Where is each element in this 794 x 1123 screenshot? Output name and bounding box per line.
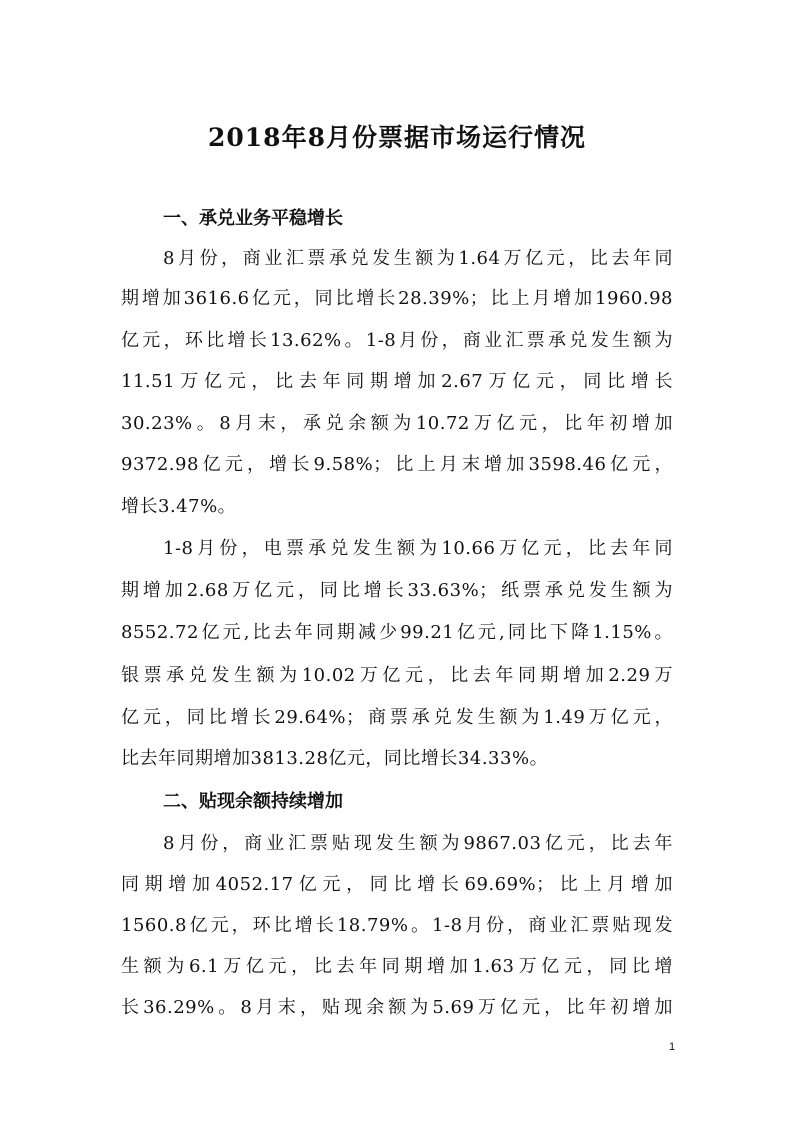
paragraph-line: 30.23%。8月末，承兑余额为10.72万亿元，比年初增加 bbox=[121, 413, 673, 434]
paragraph-line: 期增加2.68万亿元，同比增长33.63%；纸票承兑发生额为 bbox=[121, 580, 673, 601]
paragraph-line: 同期增加4052.17亿元，同比增长69.69%；比上月增加 bbox=[121, 874, 673, 895]
paragraph-line: 8552.72亿元,比去年同期减少99.21亿元,同比下降1.15%。 bbox=[121, 622, 673, 643]
paragraph-line: 9372.98亿元，增长9.58%；比上月末增加3598.46亿元， bbox=[121, 454, 673, 475]
document-title: 2018年8月份票据市场运行情况 bbox=[208, 123, 586, 152]
paragraph-line: 1-8月份，电票承兑发生额为10.66万亿元，比去年同 bbox=[163, 538, 673, 559]
paragraph-line: 期增加3616.6亿元，同比增长28.39%；比上月增加1960.98 bbox=[121, 288, 673, 309]
section-heading-1: 一、承兑业务平稳增长 bbox=[163, 208, 343, 229]
paragraph-line: 亿元，同比增长29.64%；商票承兑发生额为1.49万亿元， bbox=[121, 707, 673, 728]
paragraph-line: 银票承兑发生额为10.02万亿元，比去年同期增加2.29万 bbox=[121, 665, 673, 686]
paragraph-line: 比去年同期增加3813.28亿元，同比增长34.33%。 bbox=[121, 748, 549, 769]
paragraph-line: 生额为6.1万亿元，比去年同期增加1.63万亿元，同比增 bbox=[121, 956, 673, 977]
paragraph-line: 1560.8亿元，环比增长18.79%。1-8月份，商业汇票贴现发 bbox=[121, 915, 673, 936]
paragraph-line: 8月份，商业汇票贴现发生额为9867.03亿元，比去年 bbox=[163, 833, 673, 854]
section-heading-2: 二、贴现余额持续增加 bbox=[163, 791, 343, 812]
paragraph-line: 亿元，环比增长13.62%。1-8月份，商业汇票承兑发生额为 bbox=[121, 330, 673, 351]
page-number: 1 bbox=[669, 1041, 676, 1053]
paragraph-line: 8月份，商业汇票承兑发生额为1.64万亿元，比去年同 bbox=[163, 248, 673, 269]
paragraph-line: 11.51万亿元，比去年同期增加2.67万亿元，同比增长 bbox=[121, 371, 673, 392]
paragraph-line: 长36.29%。8月末，贴现余额为5.69万亿元，比年初增加 bbox=[121, 997, 673, 1018]
paragraph-line: 增长3.47%。 bbox=[121, 496, 237, 517]
